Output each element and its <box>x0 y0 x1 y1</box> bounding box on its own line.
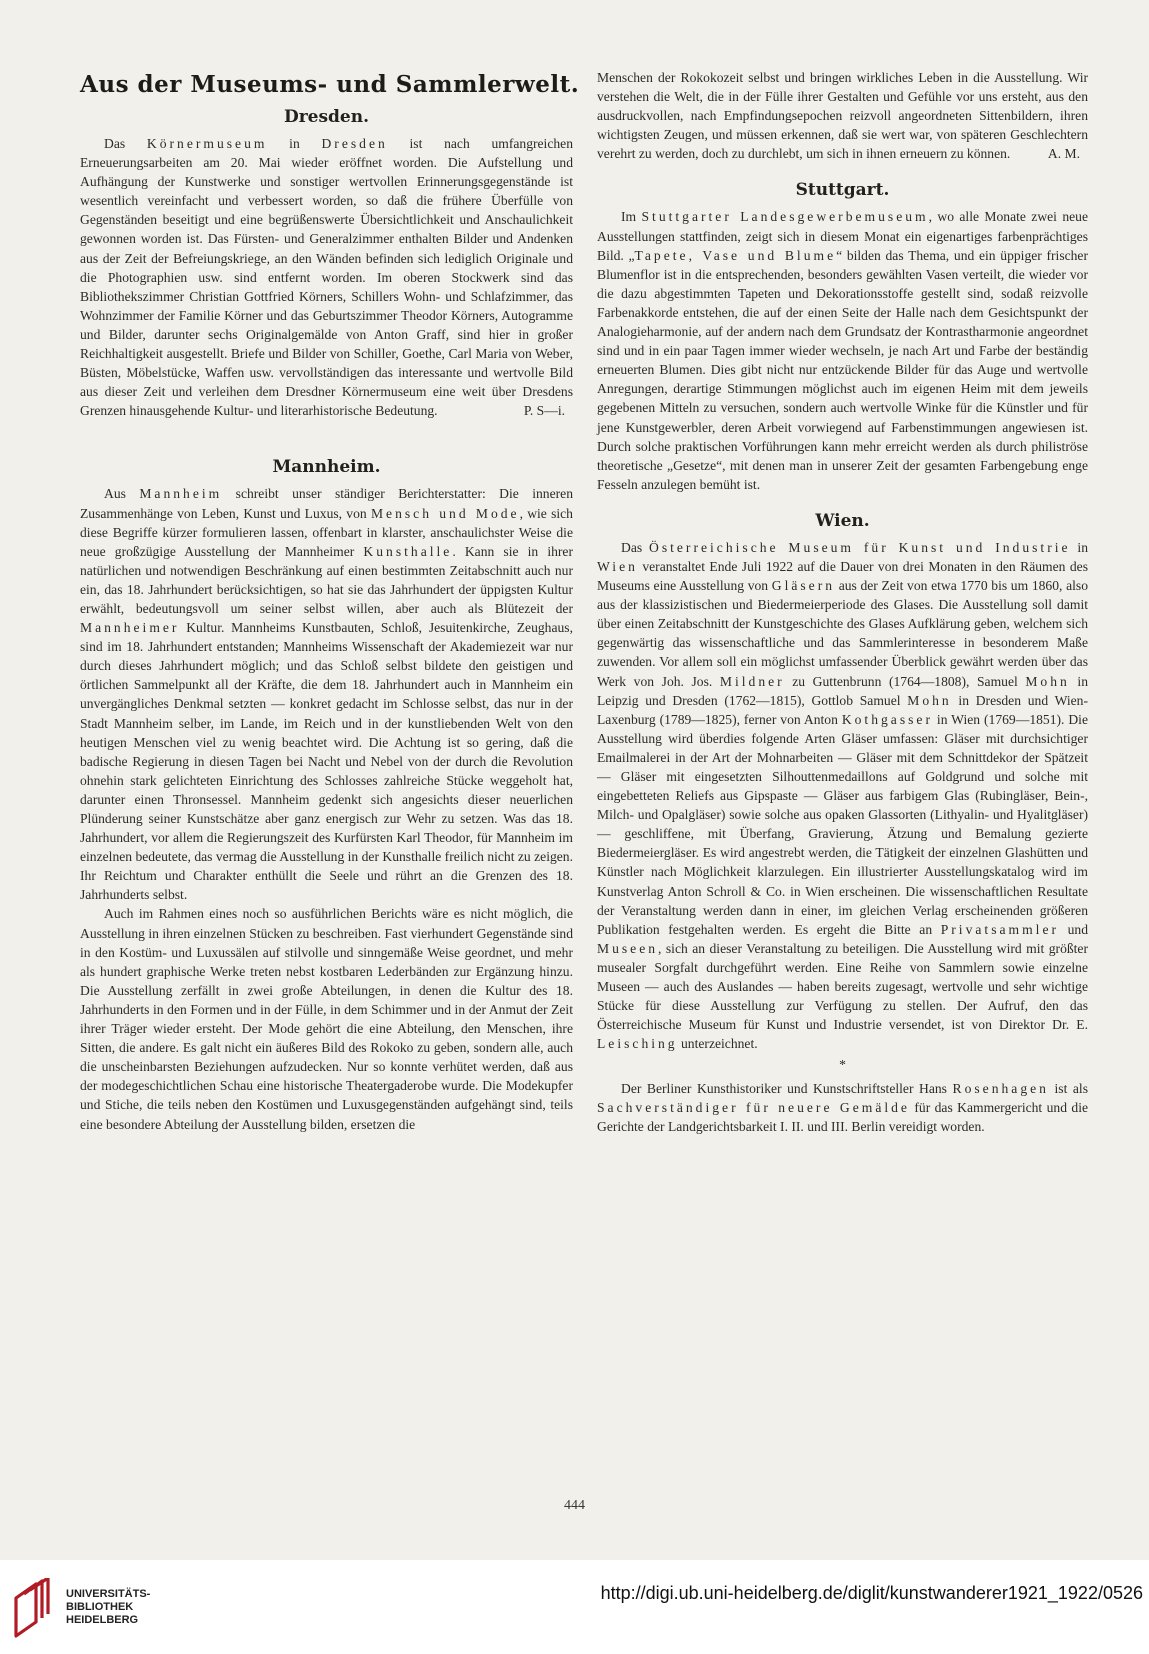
heading-dresden: Dresden. <box>283 107 370 127</box>
source-url-link[interactable]: http://digi.ub.uni-heidelberg.de/diglit/kunstwanderer1921_1922/0526 <box>600 1583 1143 1603</box>
paragraph-mannheim-1: Aus Mannheim schreibt unser ständiger Berichterstatter: Die inneren Zusammenhänge von Leben, Kunst und Luxus, von Mensch und Mode, wie sich diese Begriffe kürzer formulieren lassen, offenbart in klarster, anschaulichster Weise die neue großzügige Ausstellung der Mannheimer Kunsthalle. Kann sie in ihrer natürlichen und notwendigen Beschränkung auf einen bestimmten Zeitabschnitt auch nur ein, das 18. Jahrhundert berücksichtigen, so hat sie das Jahrhundert der üppigsten Kultur erwählt, bedeutungsvoll um seiner selbst willen, aber auch als Blütezeit der Mannheimer Kultur. Mannheims Kunstbauten, Schloß, Jesuitenkirche, Zeughaus, sind im 18. Jahrhundert entstanden; Mannheims Wissenschaft der Akademiezeit war nur durch dieses Jahrhundert möglich; und das Schloß selbst bildete den geistigen und örtlichen Sammelpunkt all der Kräfte, die dem 18. Jahrhundert auch in Mannheim ein unvergängliches Denkmal setzten — konkret gedacht im Schlosse selbst, das nur in der Stadt Mannheim selber, im Lande, im Reich und in der kunstliebenden Welt von den heutigen Menschen viel zu wenig beachtet wird. Die Achtung ist so gering, daß die badische Regierung in diesen Tagen bei Nacht und Nebel von der durch die Revolution ohnehin stark gelichteten Einrichtung des Schlosses zahlreiche Stücke weggeholt hat, darunter einen Thronsessel. Mannheim gedenkt sich angesichts dieser neuerlichen Plünderung seiner Kunstschätze aber ganz energisch zur Wehr zu setzen. Was das 18. Jahrhundert, vor allem die Regierungszeit des Kurfürsten Karl Theodor, für Mannheim im einzelnen bedeutete, das vermag die Ausstellung in der Kunsthalle freilich nicht zu zeigen. Ihr Reichtum und Charakter enthüllt die Seele und rührt an die Grenzen des 18. Jahrhunderts selbst. <box>80 486 573 903</box>
right-column <box>597 68 1088 1136</box>
library-name: UNIVERSITÄTS- BIBLIOTHEK HEIDELBERG <box>66 1588 151 1626</box>
paragraph-dresden: Das Körnermuseum in Dresden ist nach umfangreichen Erneuerungsarbeiten am 20. Mai wieder eröffnet worden. Die Aufstellung und Aufhängung der Kunstwerke und sonstiger wertvollen Erinnerungsgegenstände ist wesentlich vereinfacht und verbessert worden, so daß die frühere Überfülle von Gegenständen beseitigt und eine begrüßenswerte Übersichtlichkeit und Anschaulichkeit gewonnen worden ist. Das Fürsten- und Generalzimmer enthalten Bilder und Andenken aus der Zeit der Befreiungskriege, an den Wänden befinden sich lediglich Originale und die Photographien usw. sind entfernt worden. Im oberen Stockwerk sind das Bibliothekszimmer Christian Gottfried Körners, Schillers Wohn- und Schlafzimmer, das Wohnzimmer der Familie Körner und das Geburtszimmer Theodor Körners, Autogramme und Bilder, darunter sechs Originalgemälde von Anton Graff, sind hier in großer Reichhaltigkeit ausgestellt. Briefe und Bilder von Schiller, Goethe, Carl Maria von Weber, Büsten, Möbelstücke, Waffen usw. vervollständigen das interessante und wertvolle Bild aus dieser Zeit und verleihen dem Dresdner Körnermuseum eine weit über Dresdens Grenzen hinausgehende Kultur- und literarhistorische Bedeutung. P. S—i. <box>80 134 573 420</box>
paragraph-berlin: Der Berliner Kunsthistoriker und Kunstschriftsteller Hans Rosenhagen ist als Sachverständiger für neuere Gemälde für das Kammergericht und die Gerichte der Landgerichtsbarkeit I. II. und III. Berlin vereidigt worden. <box>597 1080 1089 1134</box>
footer-bar <box>0 1560 1149 1654</box>
signature-dresden: P. S—i. <box>523 403 565 419</box>
left-column <box>80 68 580 1134</box>
paragraph-wien: Das Österreichische Museum für Kunst und Industrie in Wien veranstaltet Ende Juli 1922 auf die Dauer von drei Monaten in den Räumen des Museums eine Ausstellung von Gläsern aus der Zeit von etwa 1770 bis um 1860, also aus der klassizistischen und Biedermeierperiode des Glases. Die Ausstellung soll damit über einen Zeitabschnitt der Kunstgeschichte des Glases Aufklärung geben, welchem sich gegenwärtig das wissenschaftliche und das Sammlerinteresse in besonderem Maße zuwenden. Vor allem soll ein möglichst umfassender Überblick gewährt werden über das Werk von Joh. Jos. Mildner zu Guttenbrunn (1764—1808), Samuel Mohn in Leipzig und Dresden (1762—1815), Gottlob Samuel Mohn in Dresden und Wien-Laxenburg (1789—1825), ferner von Anton Kothgasser in Wien (1769—1851). Die Ausstellung wird überdies folgende Arten Gläser umfassen: Gläser mit durchsichtiger Emailmalerei in der Art der Mohnarbeiten — Gläser mit dem Schnittdekor der Spätzeit — Gläser mit eingesetzten Silhouttenmedaillons auf Goldgrund und solche mit eingebetteten Reliefs aus Gipspaste — Gläser aus farbigem Glas (Rubingläser, Bein-, Milch- und Opalgläser) sowie solche aus opaken Glassorten (Lithyalin- und Hyalitgläser) — geschliffene, mit Überfang, Gravierung, Ätzung und Bemalung gezierte Biedermeiergläser. Es wird angestrebt werden, die Tätigkeit der einzelnen Glashütten und Künstler nach Möglichkeit klarzulegen. Ein illustrierter Ausstellungskatalog wird im Kunstverlag Anton Schroll & Co. in Wien erscheinen. Die wissenschaftlichen Resultate der Veranstaltung werden dann in einer, im gleichen Verlag erscheinenden größeren Publikation festgehalten werden. Es ergeht die Bitte an Privatsammler und Museen, sich an dieser Veranstaltung zu beteiligen. Die Ausstellung wird mit größter musealer Sorgfalt durchgeführt werden. Eine Reihe von Sammlern sowie einzelne Museen — auch des Auslandes — haben bereits zugesagt, wertvolle und sehr wichtige Stücke für diese Ausstellung zur Verfügung zu stellen. Der Aufruf, den das Österreichische Museum für Kunst und Industrie versendet, ist von Direktor Dr. E. Leisching unterzeichnet. <box>597 539 1089 1052</box>
heading-mannheim: Mannheim. <box>272 457 381 478</box>
heading-stuttgart: Stuttgart. <box>795 180 890 201</box>
heading-wien: Wien. <box>815 510 870 531</box>
signature-mannheim: A. M. <box>1047 146 1080 162</box>
page-title: Aus der Museums- und Sammlerwelt. <box>80 71 580 98</box>
paragraph-mannheim-2: Auch im Rahmen eines noch so ausführlichen Berichts wäre es nicht möglich, die Ausstellung in ihren einzelnen Stücken zu beschreiben. Fast vierhundert Gegenstände sind in den Kostüm- und Luxussälen auf stilvolle und sinngemäße Weise geordnet, und mehr als hundert graphische Werke treten nebst kostbaren Lederbänden zur Ergänzung hinzu. Die Ausstellung zerfällt in zwei große Abteilungen, in denen die Kultur des 18. Jahrhunderts in den Formen und in der Fülle, in dem Schimmer und in der Anmut der Zeit ihrer Träger wieder ersteht. Der Mode gehört die eine Abteilung, den Menschen, ihre Sitten, die andere. Es galt nicht ein äußeres Bild des Rokoko zu geben, sondern alle, auch die unscheinbarsten Beziehungen aufzudecken. Nur so konnte verhütet werden, daß aus der modegeschichtlichen Schau eine historische Theatergaderobe wurde. Die Modekupfer und Stiche, die teils neben den Kostümen und Luxusgegenständen aufgehängt sind, teils eine besondere Abteilung der Ausstellung bilden, ersetzen die <box>80 906 573 1132</box>
section-separator: * <box>839 1057 846 1073</box>
paragraph-mannheim-continued: Menschen der Rokokozeit selbst und bringen wirkliches Leben in die Ausstellung. Wir verstehen die Welt, die in der Fülle ihrer Gestalten und Gefühle vor uns ersteht, aus den ausdruckvollen, nach Empfindungsepochen reizvoll angeordneten Sittenbildern, ihren wichtigsten Zeugen, und müssen erkennen, daß sie wert war, von späteren Geschlechtern verehrt zu werden, doch zu durchlebt, um sich in ihnen erneuern zu können. A. M. <box>597 68 1088 163</box>
university-library-logo-icon[interactable] <box>10 1578 58 1638</box>
paragraph-stuttgart: Im Stuttgarter Landesgewerbemuseum, wo alle Monate zwei neue Ausstellungen stattfinden, zeigt sich in diesem Monat ein eigenartiges farbenprächtiges Bild. „Tapete, Vase und Blume“ bilden das Thema, und ein üppiger frischer Blumenflor ist in die entsprechenden, besonders gewählten Vasen verteilt, die wieder vor die dazu abgestimmten Tapeten und Dekorationsstoffe gestellt sind, sodaß reizvolle Farbenakkorde entstehen, die auf der einen Seite der Halle nach dem Gesichtspunkt der Analogieharmonie, auf der andern nach dem Grundsatz der Kontrastharmonie angeordnet sind und in ein paar Tagen immer wieder wechseln, je nach Art und Farbe der beständig erneuerten Blumen. Dies gibt nicht nur entzückende Bilder für das Auge und wertvolle Anregungen, derartige Stimmungen möglichst auch im eigenen Heim mit dem jeweils gegebenen Mitteln zu versuchen, sondern auch wertvolle Winke für die Künstler und für jene Kunstgewerbler, deren Arbeit vorwiegend auf Farbenstimmungen angewiesen ist. Durch solche praktischen Vorführungen kann mehr erreicht werden als durch philiströse theoretische „Gesetze“, mit denen man in unserer Zeit der gesamten Farbengebung enge Fesseln anzulegen bemüht ist. <box>597 209 1088 492</box>
page-number: 444 <box>564 1498 585 1513</box>
